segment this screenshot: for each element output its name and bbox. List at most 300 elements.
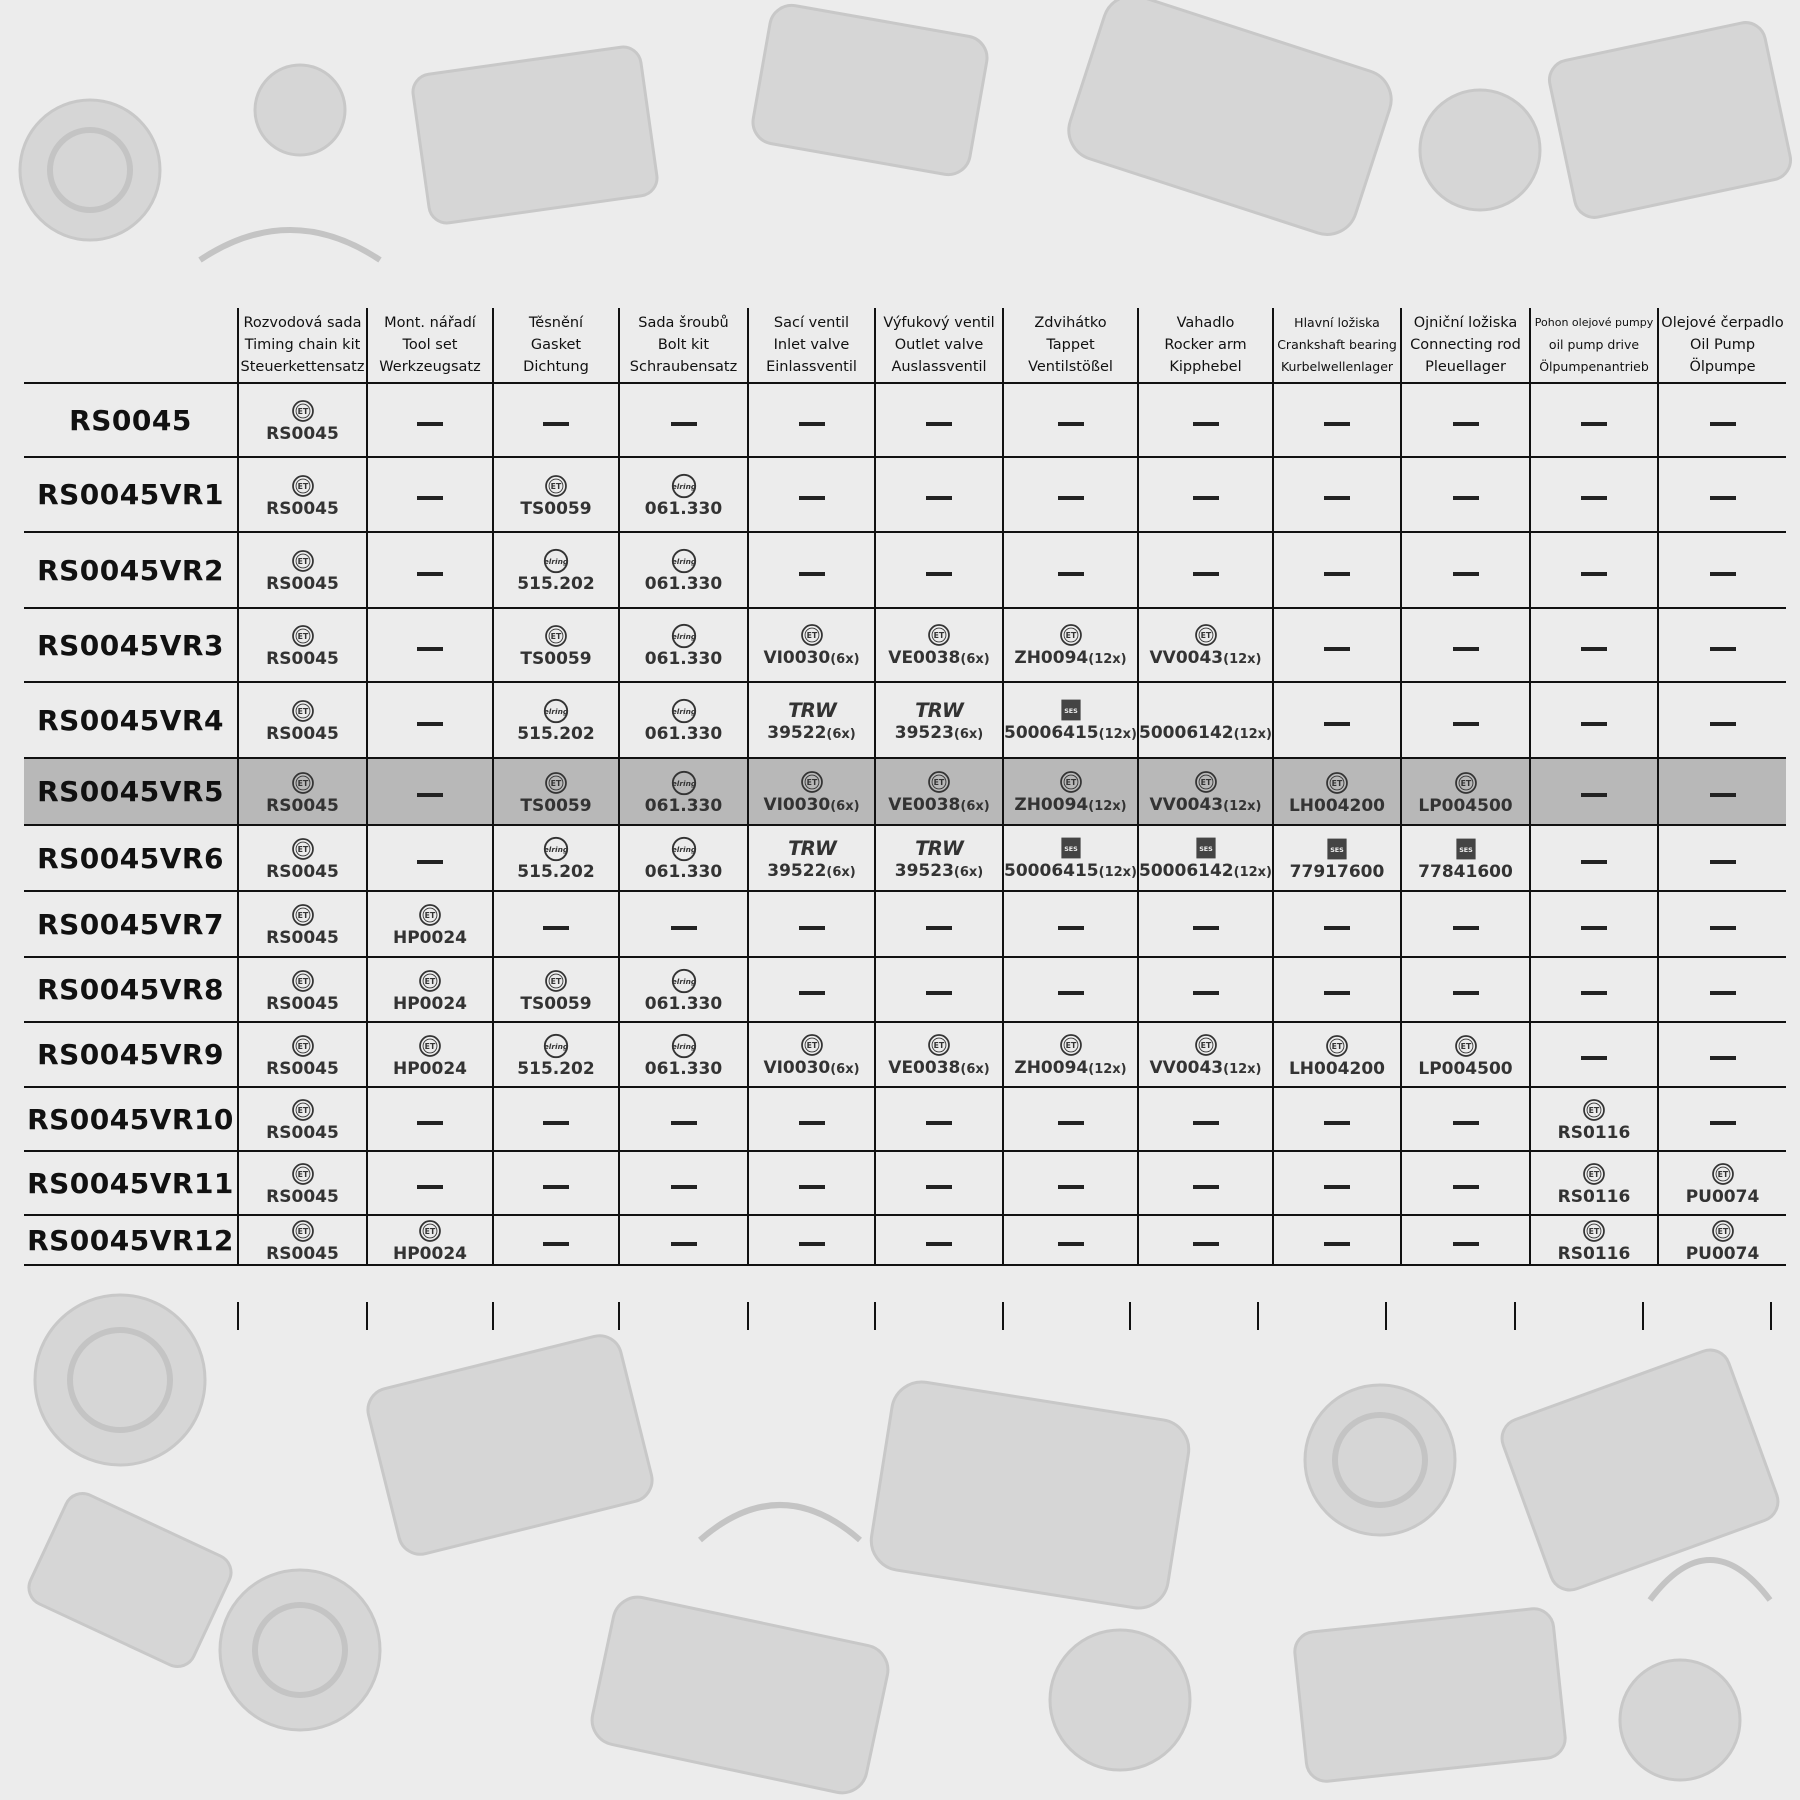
kit-id: RS0045VR3 [37,628,224,662]
part-entry [1274,834,1400,882]
svg-text:ET: ET [297,911,308,921]
part-entry [494,834,618,882]
kit-id: RS0045VR6 [37,841,224,875]
part-number-line [1150,1058,1262,1080]
part-cell [1530,891,1658,957]
part-number: 061.330 [644,1058,723,1079]
part-number: 061.330 [644,862,723,882]
part-cell [1401,457,1530,532]
table-row [24,383,1786,457]
column-header-line: Ölpumpe [1689,359,1756,375]
part-number: 061.330 [644,993,723,1014]
et-logo-icon [1056,622,1086,648]
part-cell [238,957,367,1022]
part-entry [1139,1030,1272,1080]
column-header-line: Ojniční ložiska [1413,315,1518,331]
svg-text:elring: elring [543,1041,569,1051]
not-included-dash [1324,647,1350,651]
not-included-dash [1193,991,1219,995]
part-entry [239,1216,366,1264]
not-included-dash [671,422,697,426]
part-cell [875,825,1003,891]
part-cell [875,1022,1003,1087]
column-header-line: Výfukový ventil [883,315,995,331]
part-number: TS0059 [520,795,592,816]
svg-text:ET: ET [297,407,308,417]
part-quantity: (6x) [830,1061,860,1077]
part-cell [367,1022,493,1087]
svg-text:ET: ET [1717,1227,1728,1237]
part-number-line [888,648,989,670]
svg-text:SES: SES [1458,846,1473,855]
part-cell [748,825,875,891]
part-number-line [266,649,339,669]
part-cell [1003,532,1138,608]
part-number-line [266,928,339,948]
et-logo-icon [541,623,571,649]
not-included-dash [1058,1242,1084,1246]
none-logo-icon [1191,697,1221,723]
part-cell [1003,1215,1138,1265]
et-logo-icon [797,622,827,648]
et-logo-icon [288,1161,318,1187]
part-number: RS0045 [266,1123,339,1143]
part-number-line [1418,862,1513,882]
column-tail [1002,1302,1004,1330]
column-header-line: Einlassventil [766,359,857,375]
column-header-line: Oil Pump [1689,337,1756,353]
part-entry [1659,1159,1786,1207]
part-number: ZH0094 [1014,1057,1089,1078]
svg-text:elring: elring [543,556,569,566]
part-cell [748,1151,875,1215]
table-row [24,1215,1786,1265]
table-row [24,825,1786,891]
not-included-dash [1324,496,1350,500]
not-included-dash [1058,926,1084,930]
part-cell [875,532,1003,608]
svg-text:TRW: TRW [915,699,963,723]
svg-text:ET: ET [550,632,562,642]
not-included-dash [1324,722,1350,726]
not-included-dash [1453,991,1479,995]
part-entry [368,1216,492,1264]
part-cell [748,682,875,758]
et-logo-icon [415,902,445,928]
not-included-dash [1058,422,1084,426]
part-cell [1401,682,1530,758]
not-included-dash [1453,1121,1479,1125]
column-header [493,308,619,383]
part-cell [1003,608,1138,682]
part-entry [620,966,747,1014]
et-logo-icon [924,1032,954,1058]
column-header-line: Olejové čerpadlo [1661,315,1784,331]
part-quantity: (12x) [1223,1061,1262,1077]
part-number: RS0045 [266,498,339,519]
part-cell [1658,1151,1786,1215]
part-cell [1401,1087,1530,1151]
et-logo-icon [288,1218,318,1244]
part-cell [1658,758,1786,825]
part-quantity: (6x) [953,727,984,742]
part-cell [1273,532,1401,608]
elring-logo-icon [541,548,571,574]
part-entry [876,1030,1002,1080]
svg-text:TRW: TRW [787,837,836,861]
svg-text:elring: elring [671,778,696,788]
et-logo-icon [1579,1218,1609,1244]
part-number: VE0038 [888,1057,961,1078]
svg-text:elring: elring [671,556,696,566]
part-cell [875,608,1003,682]
part-cell [619,1022,748,1087]
part-entry [749,1030,874,1080]
column-header-line: Hlavní ložiska [1294,315,1380,330]
not-included-dash [799,496,825,500]
not-included-dash [1324,1242,1350,1246]
not-included-dash [417,1185,443,1189]
part-number-line [1418,1059,1512,1079]
part-cell [367,383,493,457]
not-included-dash [1453,647,1479,651]
svg-text:elring: elring [671,1041,696,1051]
not-included-dash [417,572,443,576]
part-number-line [1290,862,1385,882]
part-number-line [517,724,594,744]
part-cell [1273,457,1401,532]
et-logo-icon [1191,622,1221,648]
part-cell [493,383,619,457]
column-header-line: Gasket [530,337,582,353]
part-cell [1273,1022,1401,1087]
not-included-dash [1581,496,1607,500]
svg-text:ET: ET [1065,1040,1076,1050]
part-number-line [1014,648,1126,670]
part-cell [1658,1215,1786,1265]
et-logo-icon [1579,1097,1609,1123]
part-number: HP0024 [392,1058,467,1079]
part-number-line [266,796,339,816]
svg-text:ET: ET [297,1041,308,1051]
not-included-dash [799,991,825,995]
column-header [1273,308,1401,383]
part-number: 061.330 [644,795,723,816]
elring-logo-icon [669,473,699,499]
column-tail [366,1302,368,1330]
part-cell [1273,758,1401,825]
part-cell [367,608,493,682]
not-included-dash [671,1242,697,1246]
part-cell [1273,383,1401,457]
part-number: 39522 [767,861,827,881]
not-included-dash [799,926,825,930]
part-cell [875,758,1003,825]
et-logo-icon [288,623,318,649]
not-included-dash [1710,722,1736,726]
part-entry [239,966,366,1014]
part-cell [1401,758,1530,825]
svg-text:ET: ET [933,777,945,787]
part-entry [239,696,366,744]
svg-text:ET: ET [1065,631,1076,641]
part-number: 50006415 [1004,861,1099,881]
et-logo-icon [1708,1161,1738,1187]
part-cell [367,457,493,532]
part-number-line [1150,648,1262,670]
part-number-line [1014,795,1126,817]
elring-logo-icon [541,1033,571,1059]
kit-id: RS0045VR7 [37,907,224,941]
part-cell [367,682,493,758]
part-entry [1274,768,1400,816]
column-header [1658,308,1786,383]
not-included-dash [799,1121,825,1125]
column-header-line: Steuerkettensatz [240,359,365,375]
part-cell [1138,532,1273,608]
column-header-line: oil pump drive [1548,337,1640,352]
part-entry [620,621,747,669]
part-cell [1530,758,1658,825]
part-cell [619,1215,748,1265]
part-number-line [520,499,591,519]
part-quantity: (12x) [1223,652,1262,667]
svg-text:ET: ET [424,911,436,921]
part-number-line [645,1059,722,1079]
part-cell [1401,1215,1530,1265]
part-number-line [266,1187,339,1207]
part-number-line [645,796,722,816]
part-number-line [645,499,722,519]
not-included-dash [671,1121,697,1125]
part-number-line [763,795,859,817]
not-included-dash [543,1185,569,1189]
column-header-line: Sací ventil [773,315,850,331]
column-header-line: Vahadlo [1176,315,1235,331]
part-number-line [517,862,594,882]
not-included-dash [543,926,569,930]
not-included-dash [1193,926,1219,930]
svg-text:ET: ET [297,778,308,788]
not-included-dash [1324,991,1350,995]
kit-id: RS0045VR12 [27,1223,234,1257]
et-logo-icon [1451,770,1481,796]
not-included-dash [1581,1056,1607,1060]
et-logo-icon [1056,1032,1086,1058]
part-entry [1659,1216,1786,1264]
et-logo-icon [415,968,445,994]
part-cell [1273,1215,1401,1265]
column-header-line: Kurbelwellenlager [1280,359,1394,374]
part-entry [1402,768,1529,816]
kit-id: RS0045VR8 [37,973,224,1006]
part-number: RS0045 [266,724,339,744]
part-entry [749,620,874,670]
part-cell [619,1151,748,1215]
part-cell [1658,457,1786,532]
trw-logo-icon [784,697,840,723]
svg-text:ET: ET [1460,1041,1471,1051]
part-cell [748,457,875,532]
part-cell [1138,608,1273,682]
table-row [24,608,1786,682]
part-number-line [1139,723,1272,745]
not-included-dash [926,1121,952,1125]
part-cell [1138,1087,1273,1151]
kit-id: RS0045VR11 [27,1166,234,1200]
part-number: RS0045 [266,993,339,1014]
not-included-dash [1581,722,1607,726]
not-included-dash [1058,991,1084,995]
part-number: VI0030 [763,648,831,668]
column-tail [1642,1302,1644,1330]
part-number-line [645,649,722,669]
part-number: 50006415 [1004,723,1099,743]
part-number-line [763,1058,859,1080]
part-cell [367,957,493,1022]
part-cell [238,891,367,957]
column-header-line: Pohon olejové pumpy [1534,316,1654,329]
part-cell [619,383,748,457]
not-included-dash [1058,1185,1084,1189]
part-quantity: (6x) [826,865,856,880]
not-included-dash [926,1242,952,1246]
not-included-dash [1581,572,1607,576]
column-tail [237,1302,239,1330]
part-number: 77841600 [1418,862,1513,882]
part-number-line [266,574,339,594]
svg-text:ET: ET [297,1227,308,1237]
not-included-dash [1710,647,1736,651]
not-included-dash [1581,926,1607,930]
part-number-line [895,861,983,883]
part-cell [1138,825,1273,891]
part-cell [367,825,493,891]
column-header-line: Kipphebel [1169,359,1242,375]
part-cell [748,532,875,608]
table-row [24,758,1786,825]
svg-text:elring: elring [671,706,696,716]
part-cell [493,608,619,682]
svg-text:ET: ET [297,632,308,642]
table-row [24,1022,1786,1087]
svg-text:ET: ET [933,631,945,641]
et-logo-icon [288,548,318,574]
part-cell [1401,532,1530,608]
part-quantity: (12x) [1098,727,1137,742]
part-number-line [393,1059,467,1079]
part-number: ZH0094 [1014,794,1089,815]
part-number-line [645,994,722,1014]
part-number-line [1289,1059,1385,1079]
not-included-dash [1453,422,1479,426]
part-cell [493,532,619,608]
part-number: PU0074 [1685,1187,1760,1207]
elring-logo-icon [669,698,699,724]
part-cell [748,957,875,1022]
part-cell [619,682,748,758]
column-tail [1514,1302,1516,1330]
part-number: 50006142 [1139,723,1234,743]
table-row [24,1087,1786,1151]
svg-text:ET: ET [1588,1227,1600,1237]
part-cell [1273,1151,1401,1215]
part-number-line [517,1059,594,1079]
part-quantity: (12x) [1233,865,1272,880]
part-number: HP0024 [392,928,467,948]
part-number: 39523 [894,861,954,881]
not-included-dash [417,496,443,500]
part-cell [619,957,748,1022]
part-cell [619,891,748,957]
not-included-dash [1453,572,1479,576]
part-number-line [1004,861,1137,883]
part-entry [494,546,618,594]
part-entry [494,1031,618,1079]
part-cell [1138,457,1273,532]
svg-text:elring: elring [543,706,569,716]
part-quantity: (6x) [830,652,860,667]
part-number-line [266,424,339,444]
trw-logo-icon [911,835,967,861]
column-tail [747,1302,749,1330]
part-cell [238,825,367,891]
part-cell [1138,957,1273,1022]
part-entry [1004,620,1137,670]
part-cell [1003,825,1138,891]
part-cell [748,891,875,957]
part-quantity: (6x) [960,1061,990,1077]
part-cell [238,1215,367,1265]
part-quantity: (12x) [1088,1061,1127,1077]
part-entry [620,471,747,519]
et-logo-icon [1056,769,1086,795]
not-included-dash [671,926,697,930]
part-entry [239,621,366,669]
part-cell [493,1215,619,1265]
et-logo-icon [288,770,318,796]
column-header-line: Schraubensatz [629,359,738,375]
table-row [24,891,1786,957]
part-number-line [1014,1058,1126,1080]
part-entry [1004,1030,1137,1080]
et-logo-icon [541,473,571,499]
part-number: 061.330 [644,498,723,519]
et-logo-icon [1191,769,1221,795]
part-quantity: (6x) [830,798,860,814]
part-cell [619,758,748,825]
part-cell [367,758,493,825]
not-included-dash [1324,572,1350,576]
et-logo-icon [1322,770,1352,796]
not-included-dash [1324,1185,1350,1189]
not-included-dash [417,422,443,426]
part-number: VV0043 [1149,794,1224,815]
part-cell [238,383,367,457]
part-number-line [767,861,855,883]
et-logo-icon [1708,1218,1738,1244]
part-number: 39523 [894,723,954,743]
not-included-dash [1710,1121,1736,1125]
part-cell [1003,891,1138,957]
part-number-line [393,1244,467,1264]
not-included-dash [1581,422,1607,426]
not-included-dash [926,991,952,995]
column-header-line: Dichtung [523,359,589,375]
svg-text:ET: ET [1200,1040,1211,1050]
svg-text:ET: ET [550,976,562,986]
part-cell [1273,957,1401,1022]
